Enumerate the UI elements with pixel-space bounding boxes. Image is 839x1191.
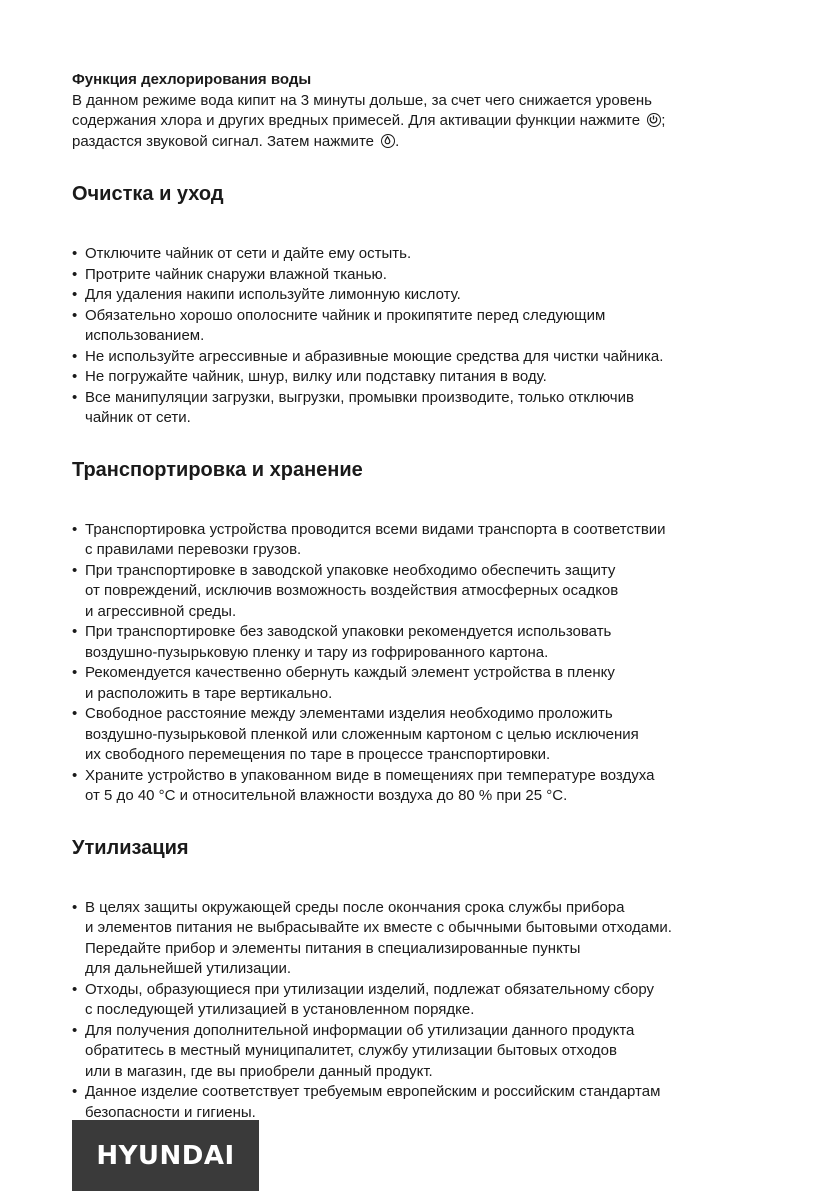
list-item xyxy=(72,663,772,704)
list-item-line: с правилами перевозки грузов. xyxy=(85,541,302,558)
list-item xyxy=(72,1021,772,1083)
dechlorination-line-2 xyxy=(72,111,772,132)
list-item-line: безопасности и гигиены. xyxy=(85,1103,256,1121)
list-item xyxy=(72,367,772,388)
dechlorination-line-2-end: ; xyxy=(661,112,666,129)
dechlorination-line-3-end: . xyxy=(395,132,400,150)
list-item-line: • Отходы, образующиеся при утилизации изделий, подлежат обязательному сбору xyxy=(85,980,655,998)
list-item-line: • Отключите чайник от сети и дайте ему остыть. xyxy=(85,245,412,262)
dechlorination-line-3 xyxy=(72,132,772,153)
list-item-line: и расположить в таре вертикально. xyxy=(85,684,333,702)
list-item xyxy=(72,898,772,980)
list-item-line: или в магазин, где вы приобрели данный продукт. xyxy=(85,1062,433,1080)
list-item-line: • При транспортировке в заводской упаковке необходимо обеспечить защиту xyxy=(85,561,616,579)
list-item-line: и агрессивной среды. xyxy=(85,602,237,620)
list-item-line: • Рекомендуется качественно обернуть каждый элемент устройства в пленку xyxy=(85,664,615,681)
dechlorination-title: Функция дехлорирования воды xyxy=(72,71,312,88)
list-item-line: воздушно-пузырьковую пленку и тару из гофрированного картона. xyxy=(85,643,549,661)
list-item xyxy=(72,285,772,306)
list-item-line: • Для получения дополнительной информации об утилизации данного продукта xyxy=(85,1021,635,1039)
list-item-line: • Обязательно хорошо ополосните чайник и прокипятите перед следующим xyxy=(85,306,606,324)
transport-title: Транспортировка и хранение xyxy=(72,458,363,481)
power-icon xyxy=(647,113,661,127)
list-item-line: от 5 до 40 °С и относительной влажности воздуха до 80 % при 25 °С. xyxy=(85,787,568,804)
manual-page xyxy=(72,70,772,1123)
list-item-line: Передайте прибор и элементы питания в специализированные пункты xyxy=(85,939,581,957)
list-item-line: использованием. xyxy=(85,327,205,344)
list-item-line: чайник от сети. xyxy=(85,409,191,426)
list-item xyxy=(72,1082,772,1123)
list-item-line: для дальнейшей утилизации. xyxy=(85,960,292,977)
dechlorination-line-3-text: раздастся звуковой сигнал. Затем нажмите xyxy=(72,132,374,150)
dechlorination-line-2-text: содержания хлора и других вредных примесей. Для активации функции нажмите xyxy=(72,112,641,129)
list-item xyxy=(72,704,772,766)
list-item xyxy=(72,347,772,368)
list-item xyxy=(72,766,772,807)
list-item-line: • В целях защиты окружающей среды после окончания срока службы прибора xyxy=(85,898,625,916)
list-item xyxy=(72,244,772,265)
disposal-title: Утилизация xyxy=(72,836,189,859)
dechlorination-line-1: В данном режиме вода кипит на 3 минуты дольше, за счет чего снижается уровень xyxy=(72,91,652,109)
list-item xyxy=(72,520,772,561)
brand-logo-text: HYUNDAI xyxy=(96,1140,235,1171)
drop-icon xyxy=(381,134,395,148)
transport-list xyxy=(72,520,772,807)
list-item-line: • При транспортировке без заводской упаковки рекомендуется использовать xyxy=(85,623,612,640)
list-item-line: • Не погружайте чайник, шнур, вилку или подставку питания в воду. xyxy=(85,368,547,385)
brand-logo xyxy=(72,1120,259,1191)
list-item xyxy=(72,980,772,1021)
list-item-line: • Храните устройство в упакованном виде в помещениях при температуре воздуха xyxy=(85,766,655,784)
list-item xyxy=(72,622,772,663)
list-item-line: и элементов питания не выбрасывайте их вместе с обычными бытовыми отходами. xyxy=(85,919,672,936)
list-item-line: • Свободное расстояние между элементами изделия необходимо проложить xyxy=(85,705,613,722)
list-item-line: • Данное изделие соответствует требуемым европейским и российским стандартам xyxy=(85,1083,661,1100)
list-item xyxy=(72,388,772,429)
list-item-line: обратитесь в местный муниципалитет, службу утилизации бытовых отходов xyxy=(85,1042,617,1059)
list-item-line: • Протрите чайник снаружи влажной тканью. xyxy=(85,265,387,283)
cleaning-title: Очистка и уход xyxy=(72,183,224,205)
list-item-line: • Все манипуляции загрузки, выгрузки, промывки производите, только отключив xyxy=(85,388,634,406)
list-item-line: • Для удаления накипи используйте лимонную кислоту. xyxy=(85,286,461,303)
list-item xyxy=(72,265,772,286)
list-item-line: воздушно-пузырьковой пленкой или сложенным картоном с целью исключения xyxy=(85,725,639,743)
cleaning-list xyxy=(72,244,772,429)
list-item-line: • Транспортировка устройства проводится всеми видами транспорта в соответствии xyxy=(85,520,666,538)
list-item xyxy=(72,306,772,347)
list-item-line: их свободного перемещения по таре в процессе транспортировки. xyxy=(85,746,551,763)
list-item-line: • Не используйте агрессивные и абразивные моющие средства для чистки чайника. xyxy=(85,347,664,365)
list-item-line: с последующей утилизацией в установленном порядке. xyxy=(85,1001,475,1018)
list-item xyxy=(72,561,772,623)
disposal-list xyxy=(72,898,772,1124)
list-item-line: от повреждений, исключив возможность воздействия атмосферных осадков xyxy=(85,582,619,599)
